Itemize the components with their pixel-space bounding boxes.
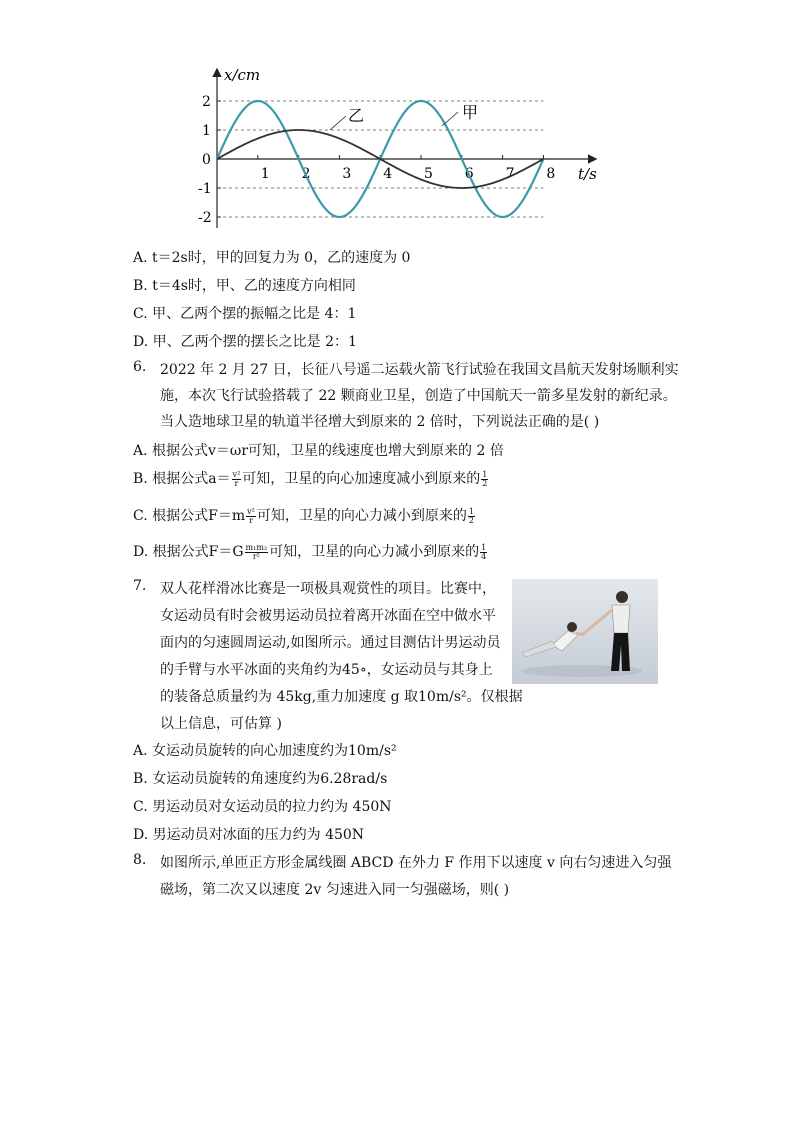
q7-stem-line1: 双人花样滑冰比赛是一项极具观赏性的项目。比赛中， bbox=[160, 581, 496, 597]
y-tick-label: -2 bbox=[198, 210, 212, 226]
x-tick-label: 8 bbox=[546, 166, 556, 182]
x-tick-label: 3 bbox=[342, 166, 352, 182]
q7-option-b: B. 女运动员旋转的角速度约为6.28rad/s bbox=[133, 771, 388, 787]
series-label-jia: 甲 bbox=[462, 103, 479, 122]
q8-stem-line1: 如图所示,单匝正方形金属线圈 ABCD 在外力 F 作用下以速度 v 向右匀速进入匀强 bbox=[160, 855, 672, 871]
q6-stem-line3: 当人造地球卫星的轨道半径增大到原来的 2 倍时，下列说法正确的是( ) bbox=[160, 414, 600, 430]
y-axis-label: x/cm bbox=[224, 66, 261, 84]
q6-number: 6. bbox=[133, 359, 147, 375]
q5-option-c: C. 甲、乙两个摆的振幅之比是 4：1 bbox=[133, 306, 357, 322]
q8-stem-line2: 磁场，第二次又以速度 2v 匀速进入同一匀强磁场，则( ) bbox=[160, 882, 510, 898]
x-tick-label: 1 bbox=[260, 166, 270, 182]
x-tick-label: 4 bbox=[383, 166, 393, 182]
q7-option-c: C. 男运动员对女运动员的拉力约为 450N bbox=[133, 799, 392, 815]
q7-stem-line3: 面内的匀速圆周运动,如图所示。通过目测估计男运动员 bbox=[160, 635, 501, 651]
q5-option-b: B. t＝4s时，甲、乙的速度方向相同 bbox=[133, 278, 356, 294]
q5-option-a: A. t＝2s时，甲的回复力为 0，乙的速度为 0 bbox=[133, 250, 411, 266]
series-label-yi-leader bbox=[330, 116, 346, 130]
figure-skating-photo bbox=[512, 579, 658, 684]
q7-option-a: A. 女运动员旋转的向心加速度约为10m/s² bbox=[133, 743, 397, 759]
q6-option-b: B. 根据公式a＝ $\frac{\text{v²}}{r}$ 可知，卫星的向心加速度减小到原来的 $\frac{1}{2}$ bbox=[133, 469, 488, 488]
q7-option-d: D. 男运动员对冰面的压力约为 450N bbox=[133, 827, 365, 843]
q7-stem-line5: 的装备总质量约为 45kg,重力加速度 g 取10m/s²。仅根据 bbox=[160, 689, 523, 705]
q6-option-a: A. 根据公式v＝ωr可知，卫星的线速度也增大到原来的 2 倍 bbox=[133, 443, 504, 459]
vibration-graph bbox=[190, 58, 620, 238]
series-label-yi: 乙 bbox=[348, 106, 365, 125]
q6-option-c: C. 根据公式F＝m $\frac{\text{v²}}{r}$ 可知，卫星的向心力减小到原来的 $\frac{1}{2}$ bbox=[133, 506, 474, 525]
x-tick-label: 6 bbox=[464, 166, 474, 182]
q6-option-d: D. 根据公式F＝G $\frac{\text{m₁m₂}}{\text{r²}}$ 可知，卫星的向心力减小到原来的 $\frac{1}{4}$ bbox=[133, 542, 487, 561]
x-axis-label: t/s bbox=[578, 165, 597, 183]
series-label-jia-leader bbox=[442, 112, 458, 126]
y-tick-label: 2 bbox=[202, 94, 211, 110]
q7-stem-line2: 女运动员有时会被男运动员拉着离开冰面在空中做水平 bbox=[160, 608, 496, 624]
q8-number: 8. bbox=[133, 852, 147, 868]
x-tick-label: 5 bbox=[424, 166, 433, 182]
y-tick-label: -1 bbox=[198, 181, 212, 197]
origin-label: 0 bbox=[202, 152, 211, 168]
x-tick-label: 2 bbox=[301, 166, 311, 182]
q6-stem-line2: 施，本次飞行试验搭载了 22 颗商业卫星，创造了中国航天一箭多星发射的新纪录。 bbox=[160, 388, 677, 404]
q7-stem-line6: 以上信息，可估算 ) bbox=[160, 716, 282, 732]
q7-stem-line4: 的手臂与水平冰面的夹角约为45∘，女运动员与其身上 bbox=[160, 662, 493, 678]
x-tick-label: 7 bbox=[505, 166, 515, 182]
q5-option-d: D. 甲、乙两个摆的摆长之比是 2：1 bbox=[133, 334, 357, 350]
q6-stem-line1: 2022 年 2 月 27 日，长征八号遥二运载火箭飞行试验在我国文昌航天发射场顺利实 bbox=[160, 362, 679, 378]
y-tick-label: 1 bbox=[202, 123, 211, 139]
q7-number: 7. bbox=[133, 578, 147, 594]
